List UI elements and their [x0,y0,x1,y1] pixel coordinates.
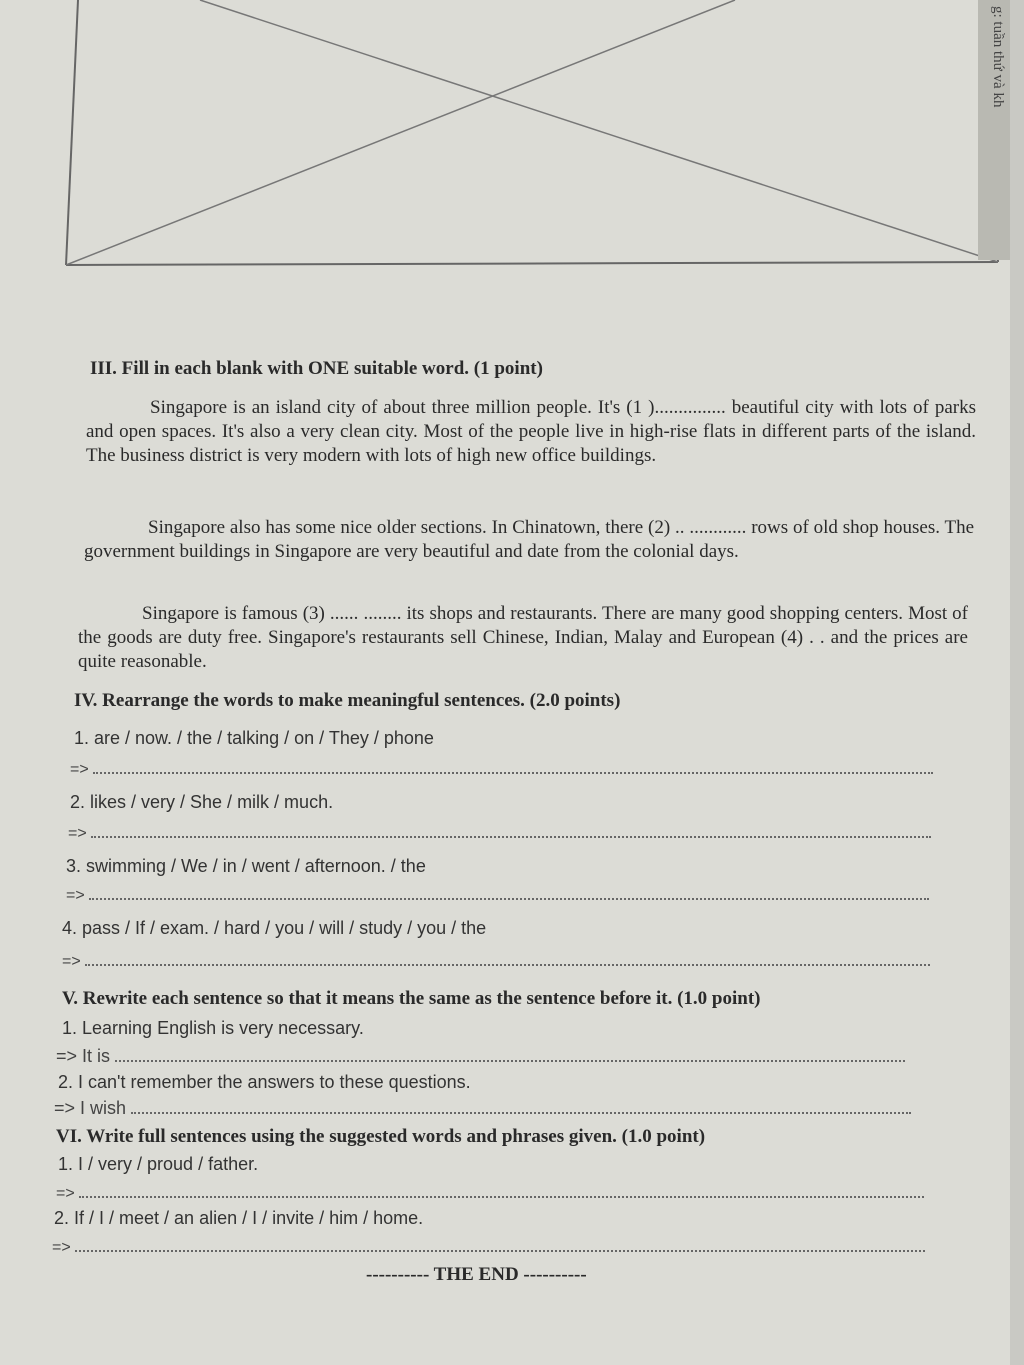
answer-arrow: => [70,761,89,778]
the-end-footer: ---------- THE END ---------- [366,1264,587,1285]
paragraph-2-text: Singapore also has some nice older sections. In Chinatown, there (2) .. ............ rows of old shop houses. The government buildings in Singapore are very beautiful and date from the colonial days. [84,517,974,562]
answer-start: => I wish [54,1098,127,1118]
answer-line[interactable] [56,1046,905,1067]
answer-arrow: => [62,953,81,970]
section-4-heading: IV. Rearrange the words to make meaningful sentences. (2.0 points) [74,690,621,711]
section-3-paragraph-2 [84,516,974,564]
blank-line [79,1184,924,1198]
section-5-item-1: 1. Learning English is very necessary. [62,1018,364,1038]
answer-line[interactable] [54,1098,911,1119]
paragraph-1-text: Singapore is an island city of about three million people. It's (1 )............... beautiful city with lots of parks and open spaces. It's also a very clean city. Most of the people live in high-rise flats in different parts of the island. The business district is very modern with lots of high new office buildings. [86,397,976,466]
answer-arrow: => [52,1239,71,1256]
answer-line[interactable] [68,824,931,843]
edge-text: g: tuần thứ và kh [990,6,1006,108]
answer-line[interactable] [56,1184,924,1203]
blank-line [89,886,929,900]
blank-line [85,952,930,966]
answer-line[interactable] [62,952,930,971]
section-3-paragraph-3 [78,602,968,674]
section-3-paragraph-1 [86,396,976,468]
answer-start: => It is [56,1046,111,1066]
blank-line [131,1100,911,1114]
blank-line [75,1238,925,1252]
answer-arrow: => [66,887,85,904]
section-5-item-2: 2. I can't remember the answers to these questions. [58,1072,471,1092]
adjacent-page-edge [978,0,1010,260]
crossed-out-box [0,0,1010,280]
section-6-item-2: 2. If / I / meet / an alien / I / invite / him / home. [54,1208,424,1228]
section-4-item-3: 3. swimming / We / in / went / afternoon. / the [66,856,426,876]
section-4-item-1: 1. are / now. / the / talking / on / They / phone [74,728,434,748]
section-6-item-1: 1. I / very / proud / father. [58,1154,259,1174]
section-4-item-2: 2. likes / very / She / milk / much. [70,792,334,812]
section-4-item-4: 4. pass / If / exam. / hard / you / will / study / you / the [62,918,487,938]
paragraph-3-text: Singapore is famous (3) ...... ........ its shops and restaurants. There are many good shopping centers. Most of the goods are duty free. Singapore's restaurants sell Chinese, Indian, Malay and European (4) . . and the prices are quite reasonable. [78,603,968,672]
answer-arrow: => [68,825,87,842]
blank-line [93,760,933,774]
blank-line [91,824,931,838]
answer-line[interactable] [70,760,933,779]
answer-line[interactable] [66,886,929,905]
section-3-heading: III. Fill in each blank with ONE suitable word. (1 point) [90,358,543,379]
blank-line [115,1048,905,1062]
section-6-heading: VI. Write full sentences using the suggested words and phrases given. (1.0 point) [56,1126,706,1147]
answer-arrow: => [56,1185,75,1202]
answer-line[interactable] [52,1238,925,1257]
section-5-heading: V. Rewrite each sentence so that it means the same as the sentence before it. (1.0 point) [62,988,761,1009]
